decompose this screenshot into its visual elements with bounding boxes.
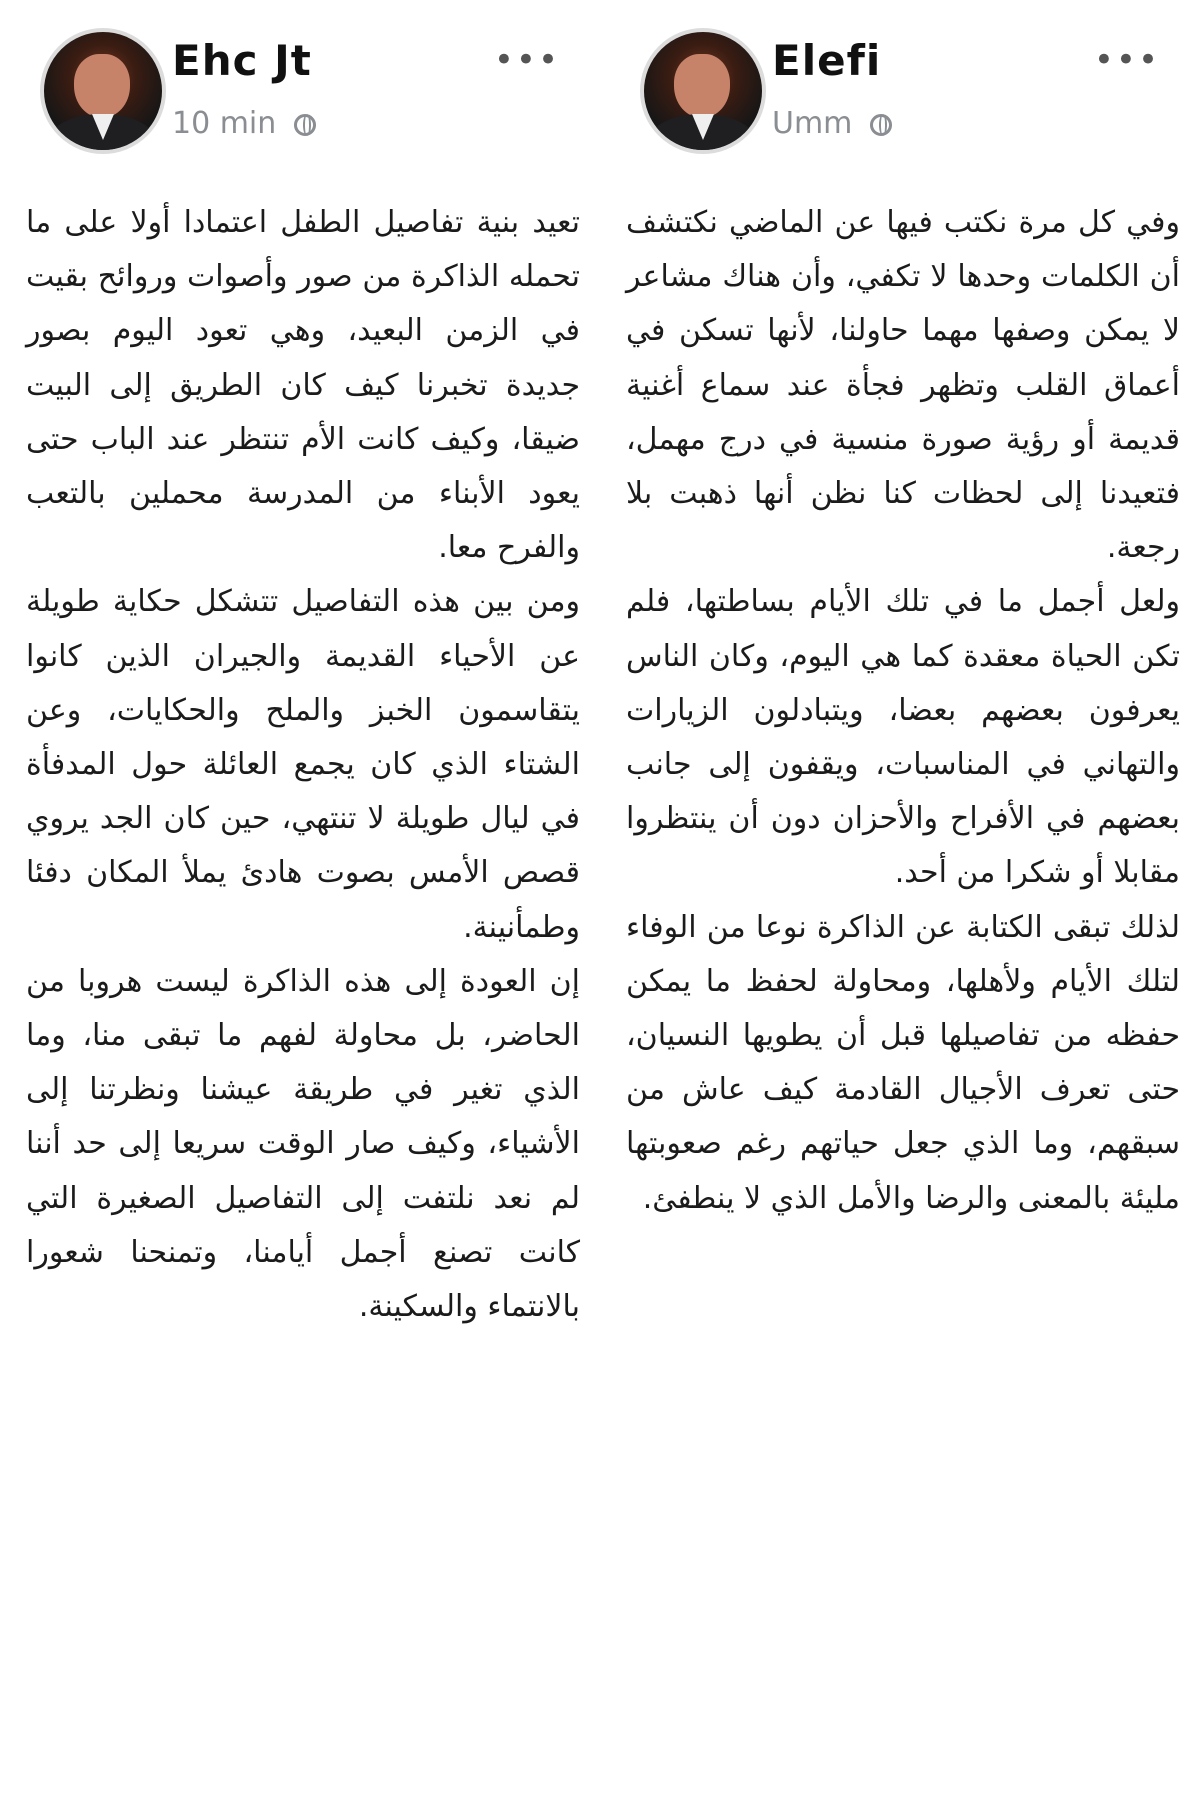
more-options-icon[interactable]: ••• [1093,40,1160,80]
avatar-face [674,54,730,118]
avatar-face [74,54,130,118]
avatar[interactable] [640,28,766,154]
globe-icon [870,114,892,136]
more-options-icon[interactable]: ••• [493,40,560,80]
post-timestamp[interactable] [772,106,892,141]
post-paragraph: ولعل أجمل ما في تلك الأيام بساطتها، فلم تكن الحياة معقدة كما هي اليوم، وكان الناس يعرفون بعضهم بعضا، ويتبادلون الزيارات والتهاني في المناسبات، ويقفون إلى جانب بعضهم في الأفراح والأحزان دون أن ينتظروا مقابلا أو شكرا من أحد. [626,584,1180,891]
post-paragraph: وفي كل مرة نكتب فيها عن الماضي نكتشف أن الكلمات وحدها لا تكفي، وأن هناك مشاعر لا يمكن وصفها مهما حاولنا، لأنها تسكن في أعماق القلب وتظهر فجأة عند سماع أغنية قديمة أو رؤية صورة منسية في درج مهمل، فتعيدنا إلى لحظات كنا نظن أنها ذهبت بلا رجعة. [626,205,1180,566]
post-body [620,190,1186,1226]
post-body [20,190,586,1334]
post-paragraph: تعيد بنية تفاصيل الطفل اعتمادا أولا على ما تحمله الذاكرة من صور وأصوات وروائح بقيت في الزمن البعيد، وهي تعود اليوم بصور جديدة تخبرنا كيف كان الطريق إلى البيت ضيقا، وكيف كانت الأم تنتظر عند الباب حتى يعود الأبناء من المدرسة محملين بالتعب والفرح معا. [26,205,580,566]
post-timestamp[interactable] [172,106,316,141]
timestamp-text: 10 min [172,106,277,141]
post-paragraph: لذلك تبقى الكتابة عن الذاكرة نوعا من الوفاء لتلك الأيام ولأهلها، ومحاولة لحفظ ما يمكن حفظه من تفاصيلها قبل أن يطويها النسيان، حتى تعرف الأجيال القادمة كيف عاش من سبقهم، وما الذي جعل حياتهم رغم صعوبتها مليئة بالمعنى والرضا والأمل الذي لا ينطفئ. [626,909,1180,1216]
post-paragraph: ومن بين هذه التفاصيل تتشكل حكاية طويلة عن الأحياء القديمة والجيران الذين كانوا يتقاسمون الخبز والملح والحكايات، وعن الشتاء الذي كان يجمع العائلة حول المدفأة في ليال طويلة لا تنتهي، حين كان الجد يروي قصص الأمس بصوت هادئ يملأ المكان دفئا وطمأنينة. [26,584,580,945]
post-right [600,0,1200,1793]
author-name[interactable]: Elefi [772,36,882,85]
timestamp-text: Umm [772,106,853,141]
post-header [20,0,586,190]
post-header [620,0,1186,190]
author-name[interactable]: Ehc Jt [172,36,312,85]
post-paragraph: إن العودة إلى هذه الذاكرة ليست هروبا من الحاضر، بل محاولة لفهم ما تبقى منا، وما الذي تغير في طريقة عيشنا ونظرتنا إلى الأشياء، وكيف صار الوقت سريعا إلى حد أننا لم نعد نلتفت إلى التفاصيل الصغيرة التي كانت تصنع أجمل أيامنا، وتمنحنا شعورا بالانتماء والسكينة. [26,963,580,1325]
avatar[interactable] [40,28,166,154]
globe-icon [294,114,316,136]
